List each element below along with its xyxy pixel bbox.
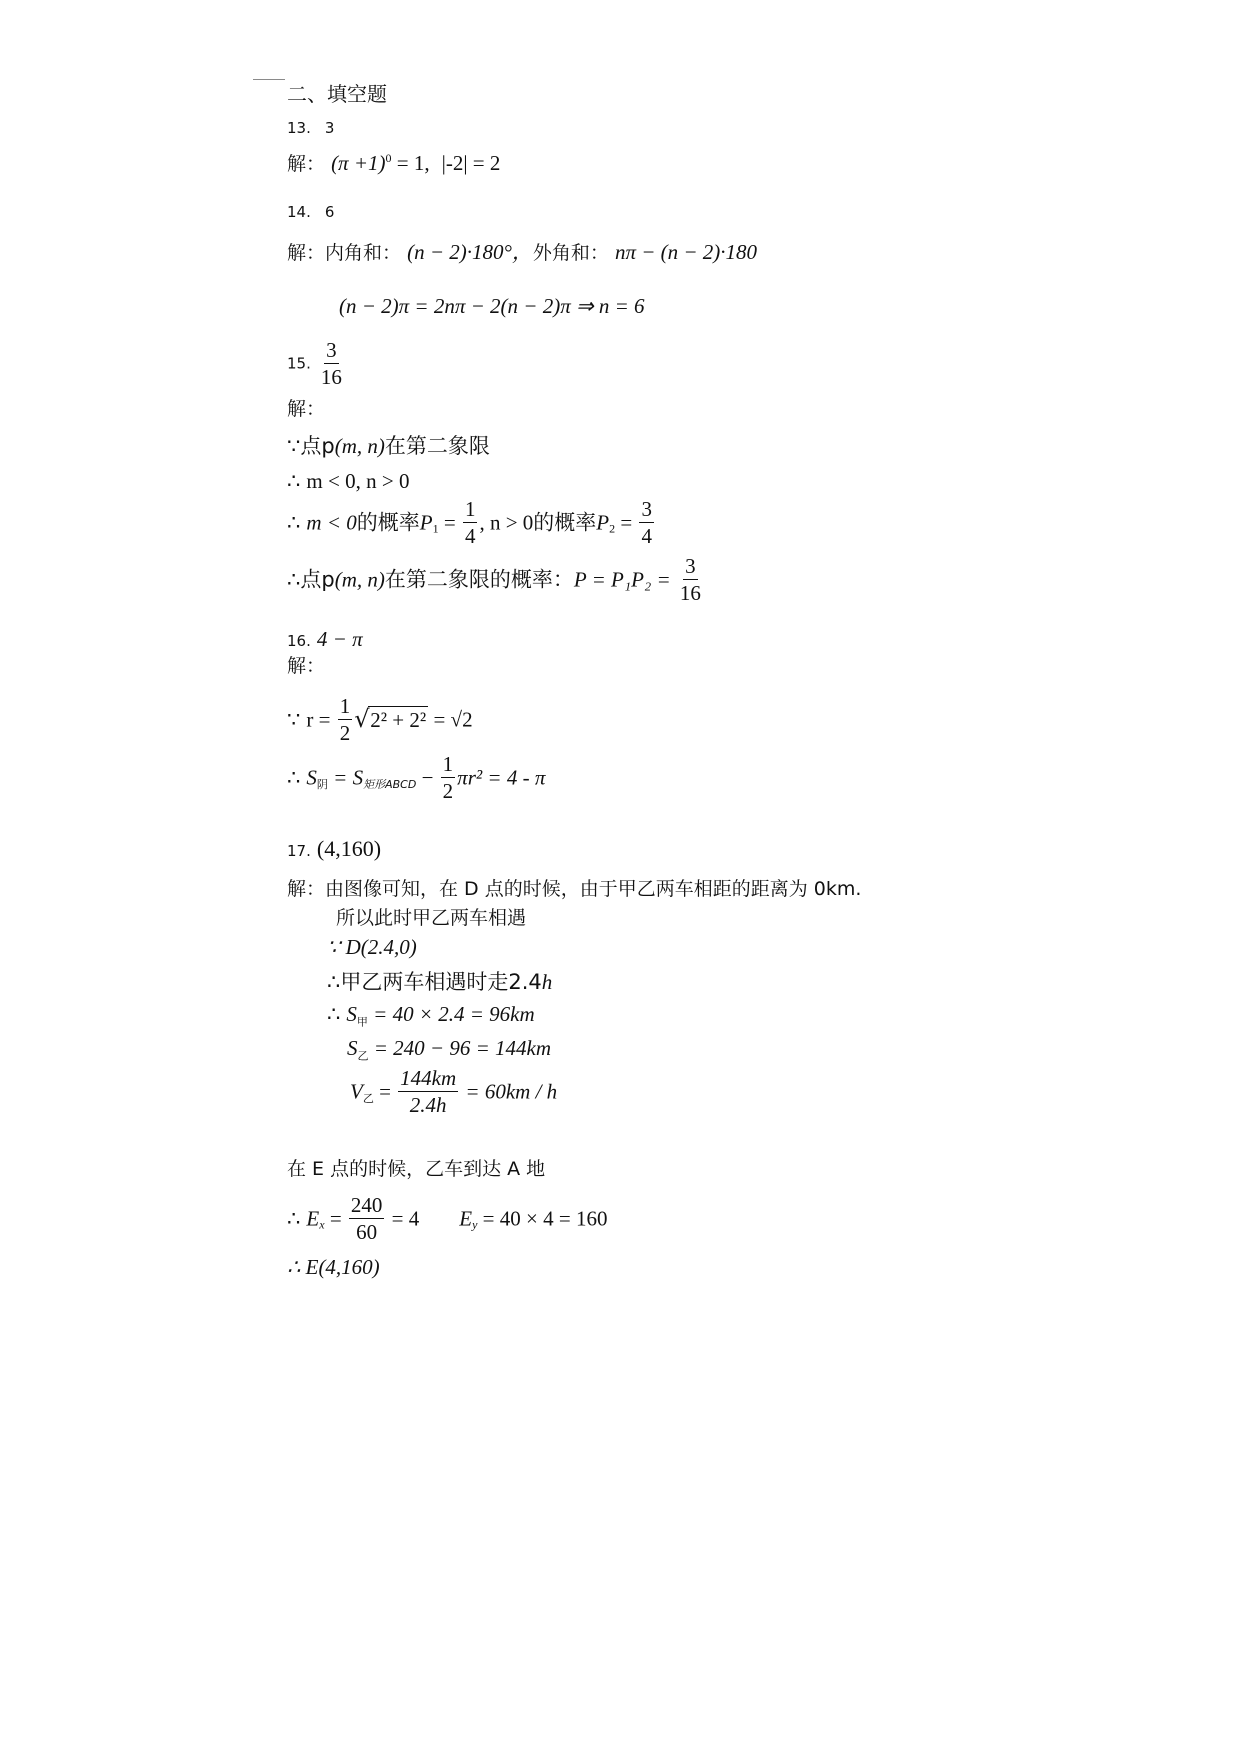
q17-l4-expr: = 240 − 96 = 144km xyxy=(368,1036,551,1060)
q13-answer-line xyxy=(287,118,334,137)
q15-l3-frac1 xyxy=(463,499,478,547)
q16-l2-tail: πr² = 4 - π xyxy=(457,765,546,790)
q15-l1-tail: 在第二象限 xyxy=(384,434,490,458)
q15-l1-text: 点p xyxy=(300,434,335,458)
q17-answer: (4,160) xyxy=(316,836,382,861)
q16-l1-a: r = xyxy=(306,707,336,732)
q17-l5-tail: = 60km / h xyxy=(460,1079,558,1104)
corner-rule xyxy=(253,79,285,80)
q17-l4-sub: 乙 xyxy=(357,1049,369,1063)
q15-answer-num: 3 xyxy=(326,338,337,362)
q17-l3-sub: 甲 xyxy=(356,1015,368,1029)
q17-e-text: 在 E 点的时候，乙车到达 A 地 xyxy=(287,1158,546,1180)
q15-line3 xyxy=(287,499,656,547)
q15-l2-math: m < 0, n > 0 xyxy=(306,469,410,493)
sqrt-radical-icon: √ xyxy=(354,704,370,733)
q14-line2: (n − 2)π = 2nπ − 2(n − 2)π ⇒ n = 6 xyxy=(339,294,645,318)
q13-sol-label: 解： xyxy=(287,152,326,175)
q15-l4-text: 点p xyxy=(300,567,335,592)
q15-l3-frac2 xyxy=(639,499,654,547)
q16-sol-label: 解： xyxy=(287,655,326,677)
q17-e1-c-sub: y xyxy=(472,1217,478,1232)
q15-l3-c: P xyxy=(419,510,433,535)
q16-l1-radicand: 2² + 2² xyxy=(370,707,427,732)
q17-l2 xyxy=(327,972,552,993)
q17-e1-sym: ∴ xyxy=(287,1206,301,1231)
q15-number: 15. xyxy=(287,354,311,373)
q16-l1-sym: ∵ xyxy=(287,707,301,732)
q17-intro: 由图像可知，在 D 点的时候，由于甲乙两车相距的距离为 0km. xyxy=(325,878,862,900)
q17-l3 xyxy=(327,1004,535,1027)
q15-answer-line xyxy=(287,340,346,388)
q14-outer-label: 外角和： xyxy=(532,242,609,264)
q16-l2-s2-sub: 矩形ABCD xyxy=(363,777,417,791)
q16-l1-b: = √2 xyxy=(428,707,473,732)
q15-l1-sym: ∵ xyxy=(287,434,301,458)
q15-l2-sym: ∴ xyxy=(287,469,301,493)
q14-inner-expr: (n − 2)·180°， xyxy=(407,240,533,264)
q17-l5-frac xyxy=(398,1068,458,1116)
q15-l3-f-sub: 2 xyxy=(609,521,616,536)
q15-line2 xyxy=(287,471,409,492)
q16-l1-frac xyxy=(338,696,353,744)
q15-answer-den: 16 xyxy=(320,365,342,389)
q16-answer-line xyxy=(287,629,363,650)
q17-l5 xyxy=(350,1068,557,1116)
q15-l4-frac xyxy=(678,556,703,604)
q15-l3-sym: ∴ xyxy=(287,510,301,535)
q13-eq2: |-2| = 2 xyxy=(441,150,501,175)
q17-sol-label: 解： xyxy=(287,878,326,900)
q16-l2-s-sub: 阴 xyxy=(316,777,328,791)
q17-e1-d: = 40 × 4 = 160 xyxy=(477,1206,608,1231)
q13-eq1-b: = 1, xyxy=(391,150,430,175)
q15-l4-f-num: 3 xyxy=(685,554,696,578)
q17-e1-a: E xyxy=(306,1206,320,1231)
q13-eq1-a: (π +1) xyxy=(331,150,386,175)
q17-l3-s: S xyxy=(346,1002,357,1026)
q17-l5-v: V xyxy=(350,1079,363,1104)
q14-answer: 6 xyxy=(324,203,335,221)
q15-l3-f2-num: 3 xyxy=(641,497,652,521)
q17-intro2: 所以此时甲乙两车相遇 xyxy=(336,907,527,929)
q15-l4-sym: ∴ xyxy=(287,567,301,592)
q14-number: 14. xyxy=(287,203,311,221)
q17-e1-num: 240 xyxy=(350,1193,383,1217)
q14-sol-label: 解： xyxy=(287,242,326,264)
q15-l3-a: m < 0 xyxy=(306,510,357,535)
q15-l4-math: (m, n) xyxy=(334,567,385,592)
q16-l2-frac xyxy=(441,754,456,802)
q15-l4-expr: P = P₁P₂ = xyxy=(573,567,676,592)
q16-l2-eq: = S xyxy=(327,765,364,790)
q16-l2-sym: ∴ xyxy=(287,765,301,790)
q13-answer: 3 xyxy=(324,119,335,137)
q15-l3-f: P xyxy=(596,510,610,535)
q17-l5-eq: = xyxy=(373,1079,397,1104)
q15-l3-e: 的概率 xyxy=(533,510,597,535)
q13-number: 13. xyxy=(287,119,311,137)
q15-l4-tail: 在第二象限的概率： xyxy=(384,567,574,592)
q17-number: 17. xyxy=(287,842,311,860)
q16-l2-f-den: 2 xyxy=(442,779,454,803)
q17-l3-expr: = 40 × 2.4 = 96km xyxy=(367,1002,535,1026)
q17-l1: ∵ D(2.4,0) xyxy=(327,935,417,959)
q16-line1 xyxy=(287,696,473,744)
q13-solution xyxy=(287,152,500,174)
q17-e1-frac xyxy=(349,1195,385,1243)
q17-l5-sub: 乙 xyxy=(362,1091,374,1105)
q17-e1-eq: = xyxy=(324,1206,347,1231)
q17-e1-a-sub: x xyxy=(319,1217,325,1232)
q14-solution xyxy=(287,242,757,263)
q15-sol-label: 解： xyxy=(287,398,326,420)
q17-e2: ∴ E(4,160) xyxy=(287,1255,380,1279)
q15-answer-fraction xyxy=(319,340,344,388)
q15-line1 xyxy=(287,436,490,457)
q17-l2-a: ∴甲乙两车相遇时走2.4 xyxy=(327,970,542,994)
q17-answer-line xyxy=(287,838,381,860)
q16-l1-sqrt xyxy=(354,704,428,733)
q17-intro-line xyxy=(287,880,861,899)
q16-number: 16. xyxy=(287,632,311,650)
q14-inner-label: 内角和： xyxy=(325,242,402,264)
q15-line4 xyxy=(287,556,705,604)
q17-l5-num: 144km xyxy=(400,1066,457,1090)
q15-l3-b: 的概率 xyxy=(356,510,420,535)
q16-line2 xyxy=(287,754,545,802)
q16-l1-f-num: 1 xyxy=(339,694,351,718)
q15-l1-math: (m, n) xyxy=(334,434,385,458)
q16-answer: 4 − π xyxy=(316,627,363,651)
q17-l3-sym: ∴ xyxy=(327,1002,341,1026)
q16-l2-s: S xyxy=(306,765,317,790)
q15-l3-eq2: = xyxy=(615,510,638,535)
q17-l5-den: 2.4h xyxy=(409,1093,447,1117)
q15-l3-f1-den: 4 xyxy=(464,524,476,548)
q16-l2-f-num: 1 xyxy=(442,752,454,776)
q17-l2-b: h xyxy=(541,970,553,994)
q17-e1-den: 60 xyxy=(356,1220,378,1244)
section-title: 二、填空题 xyxy=(287,82,387,106)
q15-l3-c-sub: 1 xyxy=(432,521,439,536)
q15-l4-f-den: 16 xyxy=(679,581,701,605)
q16-l1-f-den: 2 xyxy=(339,721,351,745)
q14-outer-expr: nπ − (n − 2)·180 xyxy=(614,240,758,264)
q15-l3-f2-den: 4 xyxy=(641,524,652,548)
q17-l4-s: S xyxy=(347,1036,358,1060)
q17-e1-b: = 4 xyxy=(386,1206,420,1231)
q17-e1 xyxy=(287,1195,607,1243)
q14-answer-line xyxy=(287,202,334,221)
q15-l3-d: , n > 0 xyxy=(479,510,534,535)
q15-l3-f1-num: 1 xyxy=(464,497,476,521)
q15-l3-eq: = xyxy=(438,510,461,535)
q17-e1-c: E xyxy=(459,1206,473,1231)
q16-l2-minus: − xyxy=(416,765,439,790)
q13-eq1-sup: 0 xyxy=(385,151,392,165)
q17-l4 xyxy=(347,1038,551,1061)
